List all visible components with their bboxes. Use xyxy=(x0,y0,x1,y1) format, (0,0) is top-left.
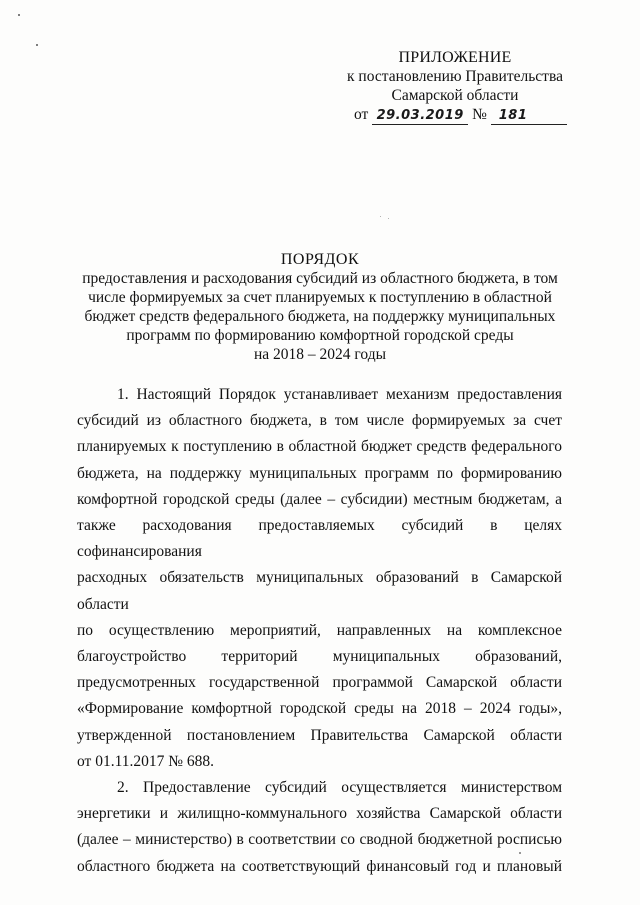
text-line: «Формирование комфортной городской среды на 2018 – 2024 годы», xyxy=(77,700,562,718)
handwritten-date: 29.03.2019 xyxy=(372,108,468,125)
subtitle-line: числе формируемых за счет планируемых к поступлению в областной xyxy=(88,289,552,306)
text-line: комфортной городской среды (далее – субсидии) местным бюджетам, а xyxy=(77,490,562,508)
text-line: субсидий из областного бюджета, в том числе формируемых за счет xyxy=(77,412,562,430)
text-line: также расходования предоставляемых субсидий в целях софинансирования xyxy=(77,517,562,561)
subtitle-line: программ по формированию комфортной городской среды xyxy=(126,327,514,344)
scan-speck xyxy=(388,218,389,219)
handwritten-number: 181 xyxy=(491,108,567,125)
date-prefix: от xyxy=(354,106,369,123)
scan-speck xyxy=(380,216,381,217)
text-line: энергетики и жилищно-коммунального хозяйства Самарской области xyxy=(77,805,562,823)
text-line: 1. Настоящий Порядок устанавливает механизм предоставления xyxy=(117,386,562,403)
appendix-line: Самарской области xyxy=(391,87,519,104)
number-sign: № xyxy=(472,106,487,123)
text-line: расходных обязательств муниципальных образований в Самарской области xyxy=(77,569,562,613)
text-line: утвержденной постановлением Правительства Самарской области xyxy=(77,726,562,744)
scan-speck xyxy=(36,44,38,46)
text-line: благоустройство территорий муниципальных образований, xyxy=(77,648,562,666)
text-line: предусмотренных государственной программой Самарской области xyxy=(77,674,562,692)
text-line: бюджета, на поддержку муниципальных программ по формированию xyxy=(77,464,562,482)
appendix-line: к постановлению Правительства xyxy=(347,68,563,85)
title-heading: ПОРЯДОК xyxy=(280,251,360,268)
appendix-block xyxy=(340,48,570,125)
scan-speck xyxy=(18,14,20,16)
subtitle-line: бюджет средств федерального бюджета, на поддержку муниципальных xyxy=(84,308,556,325)
paragraph-1 xyxy=(77,382,562,775)
subtitle-line: на 2018 – 2024 годы xyxy=(254,346,386,363)
text-line: от 01.11.2017 № 688. xyxy=(77,752,215,770)
text-line: по осуществлению мероприятий, направленных на комплексное xyxy=(77,621,562,639)
document-title xyxy=(60,250,580,364)
appendix-date-line xyxy=(340,105,570,125)
text-line: (далее – министерство) в соответствии со сводной бюджетной росписью xyxy=(77,831,562,849)
text-line: 2. Предоставление субсидий осуществляется министерством xyxy=(117,779,562,797)
body-text xyxy=(77,382,562,880)
subtitle-line: предоставления и расходования субсидий из областного бюджета, в том xyxy=(82,270,558,287)
paragraph-2 xyxy=(77,775,562,880)
text-line: планируемых к поступлению в областной бюджет средств федерального xyxy=(77,438,562,456)
text-line: областного бюджета на соответствующий финансовый год и плановый xyxy=(77,857,562,875)
appendix-title: ПРИЛОЖЕНИЕ xyxy=(398,49,512,66)
